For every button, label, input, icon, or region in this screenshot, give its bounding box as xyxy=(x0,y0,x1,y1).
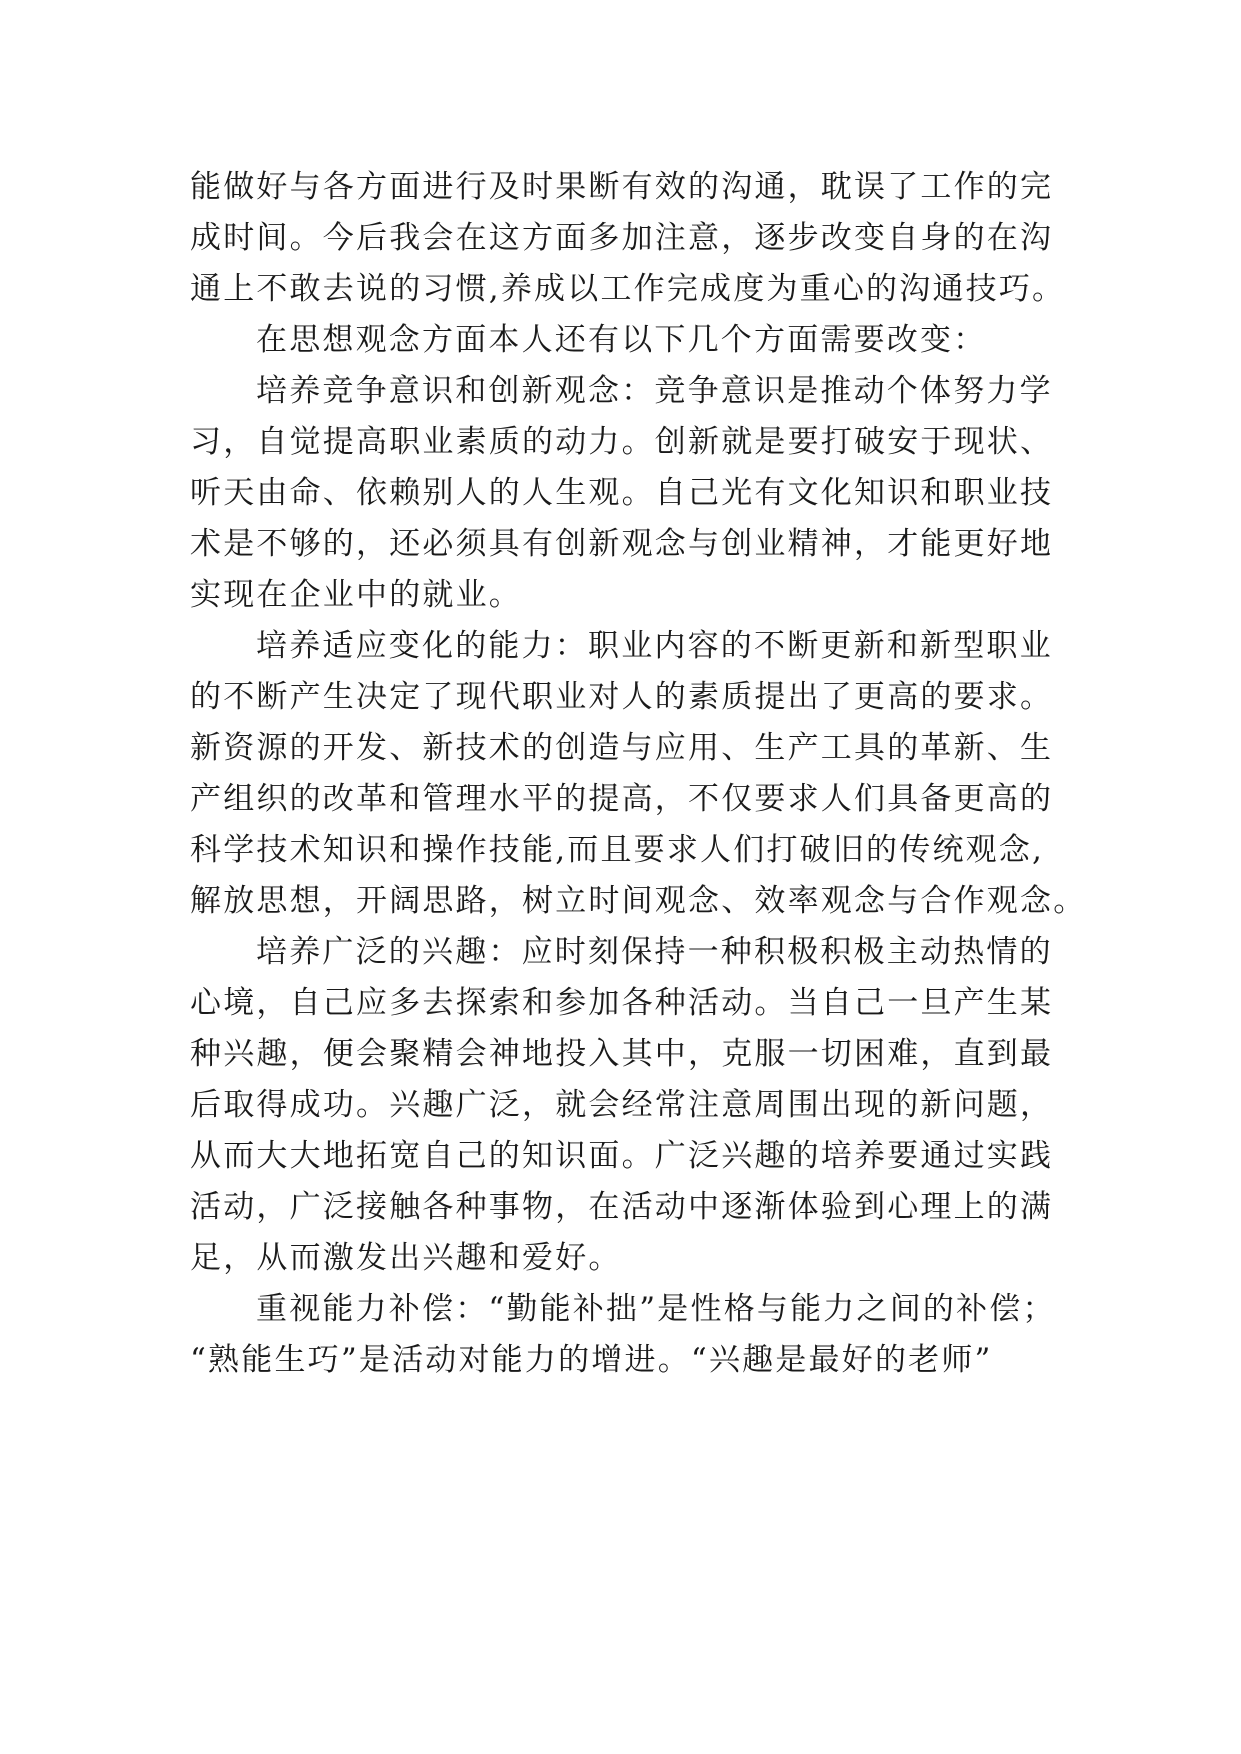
text-line: 产组织的改革和管理水平的提高，不仅要求人们具备更高的 xyxy=(190,781,1054,817)
text-line: 科学技术知识和操作技能,而且要求人们打破旧的传统观念, xyxy=(190,832,1045,868)
text-line: 能做好与各方面进行及时果断有效的沟通，耽误了工作的完 xyxy=(190,169,1054,205)
text-line: 重视能力补偿：“勤能补拙”是性格与能力之间的补偿； xyxy=(256,1291,1056,1327)
text-line: 培养竞争意识和创新观念：竞争意识是推动个体努力学 xyxy=(256,373,1053,409)
text-line: 成时间。今后我会在这方面多加注意，逐步改变自身的在沟 xyxy=(190,220,1054,256)
document-body xyxy=(190,162,1090,1386)
text-line: 培养广泛的兴趣：应时刻保持一种积极积极主动热情的 xyxy=(256,934,1053,970)
text-line: 解放思想，开阔思路，树立时间观念、效率观念与合作观念。 xyxy=(190,883,1087,919)
text-line: 足，从而激发出兴趣和爱好。 xyxy=(190,1240,622,1276)
text-line: 种兴趣，便会聚精会神地投入其中，克服一切困难，直到最 xyxy=(190,1036,1054,1072)
text-line: 习，自觉提高职业素质的动力。创新就是要打破安于现状、 xyxy=(190,424,1054,460)
text-line: 实现在企业中的就业。 xyxy=(190,577,522,613)
text-line: 新资源的开发、新技术的创造与应用、生产工具的革新、生 xyxy=(190,730,1054,766)
text-line: 听天由命、依赖别人的人生观。自己光有文化知识和职业技 xyxy=(190,475,1054,511)
text-line: 通上不敢去说的习惯,养成以工作完成度为重心的沟通技巧。 xyxy=(190,271,1066,307)
text-line: 从而大大地拓宽自己的知识面。广泛兴趣的培养要通过实践 xyxy=(190,1138,1054,1174)
text-line: 心境，自己应多去探索和参加各种活动。当自己一旦产生某 xyxy=(190,985,1054,1021)
text-line: 活动，广泛接触各种事物，在活动中逐渐体验到心理上的满 xyxy=(190,1189,1054,1225)
text-line: 术是不够的，还必须具有创新观念与创业精神，才能更好地 xyxy=(190,526,1054,562)
text-line: 的不断产生决定了现代职业对人的素质提出了更高的要求。 xyxy=(190,679,1054,715)
text-line: 后取得成功。兴趣广泛，就会经常注意周围出现的新问题， xyxy=(190,1087,1054,1123)
text-line: 培养适应变化的能力：职业内容的不断更新和新型职业 xyxy=(256,628,1053,664)
text-line: 在思想观念方面本人还有以下几个方面需要改变： xyxy=(256,322,987,358)
text-line: “熟能生巧”是活动对能力的增进。“兴趣是最好的老师” xyxy=(190,1342,993,1378)
